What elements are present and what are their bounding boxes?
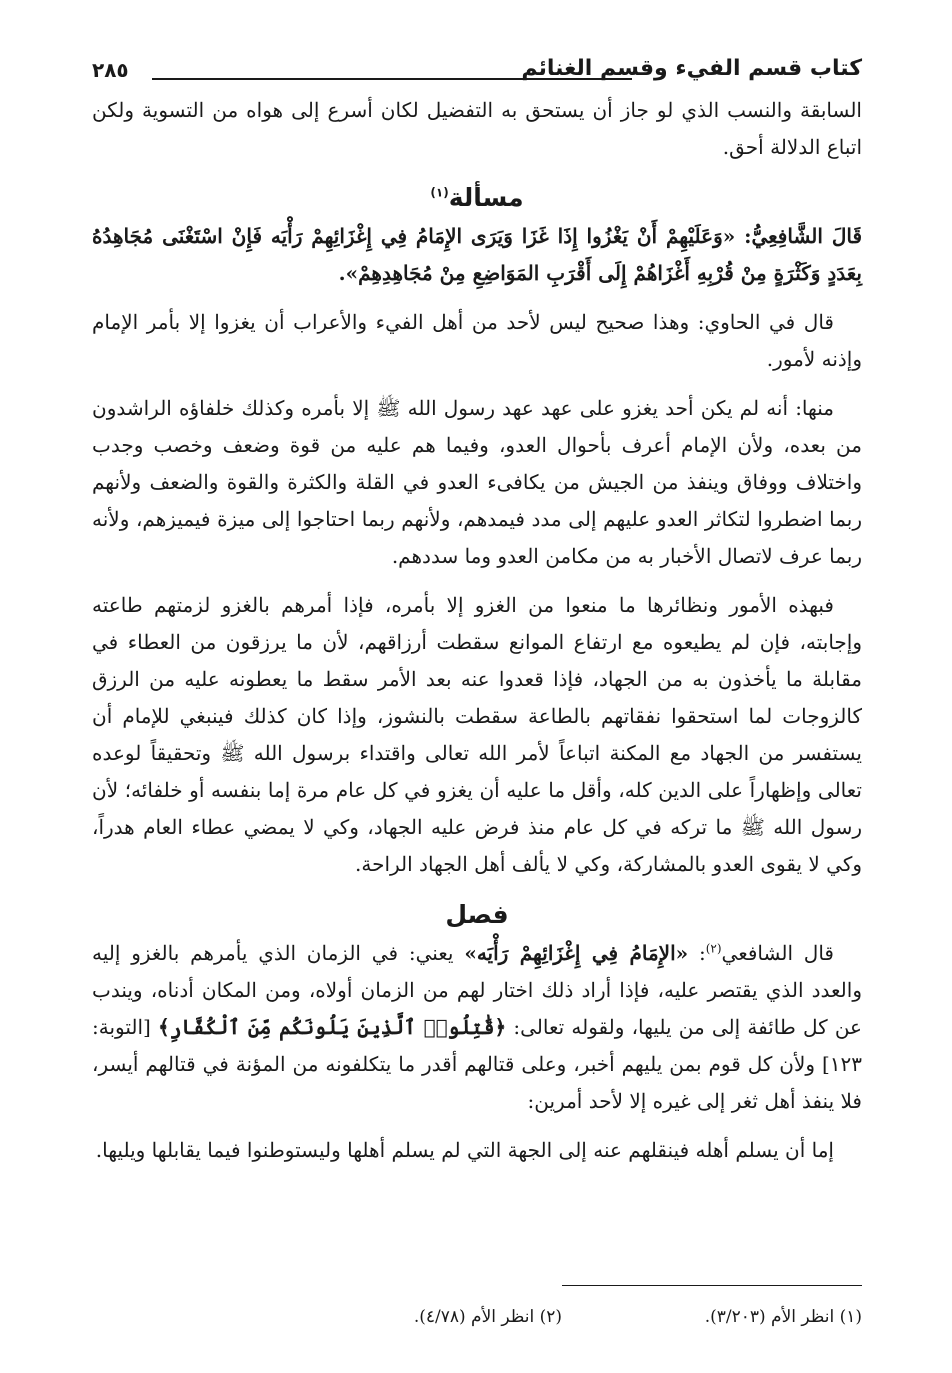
footnote-ref-1: (١): [430, 185, 449, 200]
book-title: كتاب قسم الفيء وقسم الغنائم: [521, 56, 862, 81]
shafii-statement: قَالَ الشَّافِعِيُّ: «وَعَلَيْهِمْ أَنْ يَغْزُوا إِذَا غَزَا وَيَرَى الإِمَامُ فِي إِغْزَائِهِمْ رَأْيَه فَإِنْ اسْتَغْنَى مُجَاهِدُهُ بِعَدَدٍ وَكَثْرَةٍ مِنْ قُرْبِهِ أَغْزَاهُمْ إِلَى أَقْرَبِ المَوَاضِعِ مِنْ مُجَاهِدِهِمْ».: [92, 224, 862, 285]
footnote-1: (١) انظر الأم (٣/٢٠٣).: [704, 1307, 862, 1327]
footnote-2: (٢) انظر الأم (٤/٧٨).: [413, 1307, 562, 1327]
fasl-text-1: يعني: في الزمان الذي يأمرهم بالغزو إليه والعدد الذي يقتصر عليه، فإذا أراد ذلك اختار لهم من الزمان أولاه، ومن المكان أدناه، ويندب عن كل طائفة إلى من يليها، ولقوله تعالى:: [92, 941, 862, 1039]
footnote-rule: [562, 1285, 862, 1286]
paragraph-hawi: قال في الحاوي: وهذا صحيح ليس لأحد من أهل الفيء والأعراب أن يغزوا إلا بأمر الإمام وإذنه لأمور.: [92, 310, 862, 371]
fasl-quote: «الإِمَامُ فِي إِغْزَائِهِمْ رَأْيَه»: [464, 941, 689, 965]
page-number: ٢٨٥: [92, 58, 129, 82]
paragraph-intro: السابقة والنسب الذي لو جاز أن يستحق به التفضيل لكان أسرع إلى هواه من التسوية ولكن اتباع الدلالة أحق.: [92, 98, 862, 159]
paragraph-fasl: قال الشافعي$^{(٢)}$: «الإِمَامُ فِي إِغْزَائِهِمْ رَأْيَه» يعني: في الزمان الذي يأمرهم بالغزو إليه والعدد الذي يقتصر عليه، فإذا أراد ذلك اختار لهم من الزمان أولاه، ومن المكان أدناه، ويندب عن كل طائفة إلى من يليها، ولقوله تعالى: ﴿قَٰتِلُوا۟ ٱلَّذِينَ يَلُونَكُم مِّنَ ٱلْكُفَّارِ﴾ [التوبة: ١٢٣] ولأن كل قوم بمن يليهم أخبر، وعلى قتالهم أقدر ما يتكلفونه من المؤنة في قتالهم أيسر، فلا ينفذ أهل ثغر إلى غيره إلا لأحد أمرين:: [92, 941, 862, 1113]
page-header: [92, 54, 862, 92]
heading-masala: [92, 178, 862, 218]
fasl-text-2: [التوبة: ١٢٣] ولأن كل قوم بمن يليهم أخبر، وعلى قتالهم أقدر ما يتكلفونه من المؤنة في قتالهم أيسر، فلا ينفذ أهل ثغر إلى غيره إلا لأحد أمرين:: [92, 1015, 862, 1113]
footnote-ref-2: (٢): [705, 941, 722, 956]
page: [92, 54, 862, 1169]
header-rule: [152, 78, 632, 80]
quran-verse: ﴿قَٰتِلُوا۟ ٱلَّذِينَ يَلُونَكُم مِّنَ ٱلْكُفَّارِ﴾: [158, 1015, 507, 1039]
paragraph-fabihadhihi: فبهذه الأمور ونظائرها ما منعوا من الغزو إلا بأمره، فإذا أمرهم بالغزو لزمتهم طاعته وإجابته، فإن لم يطيعوه مع ارتفاع الموانع سقطت أرزاقهم، لأن ما يرزقون من العطاء في مقابلة ما يأخذون به من الجهاد، فإذا قعدوا عنه بعد الأمر سقط ما يعطونه عليه من الرزق كالزوجات لما استحقوا نفقاتهم بالطاعة سقطت بالنشوز، وإذا كان كذلك فينبغي للإمام أن يستفسر من الجهاد مع المكنة اتباعاً لأمر الله تعالى واقتداء برسول الله ﷺ وتحقيقاً لوعده تعالى وإظهاراً على الدين كله، وأقل ما عليه أن يغزو في كل عام مرة إما بنفسه أو خلفائه؛ لأن رسول الله ﷺ ما تركه في كل عام منذ فرض عليه الجهاد، وكي لا يمضي عطاء العام هدراً، وكي لا يقوى العدو بالمشاركة، وكي لا يألف أهل الجهاد الراحة.: [92, 593, 863, 876]
paragraph-imma: إما أن يسلم أهله فينقلهم عنه إلى الجهة التي لم يسلم أهلها وليستوطنوا فيما يقابلها ويليها.: [95, 1138, 834, 1162]
paragraph-minha: منها: أنه لم يكن أحد يغزو على عهد عهد رسول الله ﷺ إلا بأمره وكذلك خلفاؤه الراشدون من بعده، ولأن الإمام أعرف بأحوال العدو، وفيما هم عليه من قوة وضعف وخصب وجدب واختلاف ووفاق وينفذ من الجيش من يكافىء العدو في القلة والكثرة والقوة والضعف ولأنهم ربما اضطروا لتكاثر العدو عليهم إلى مدد فيمدهم، ولأنهم ربما احتاجوا إلى ميزة فيميزهم، ولأنه ربما عرف لاتصال الأخبار به من مكامن العدو وما سددهم.: [92, 396, 862, 568]
fasl-intro: قال الشافعي: [721, 941, 834, 965]
heading-masala-text: مسألة: [448, 183, 524, 212]
heading-fasl: فصل: [445, 900, 509, 929]
